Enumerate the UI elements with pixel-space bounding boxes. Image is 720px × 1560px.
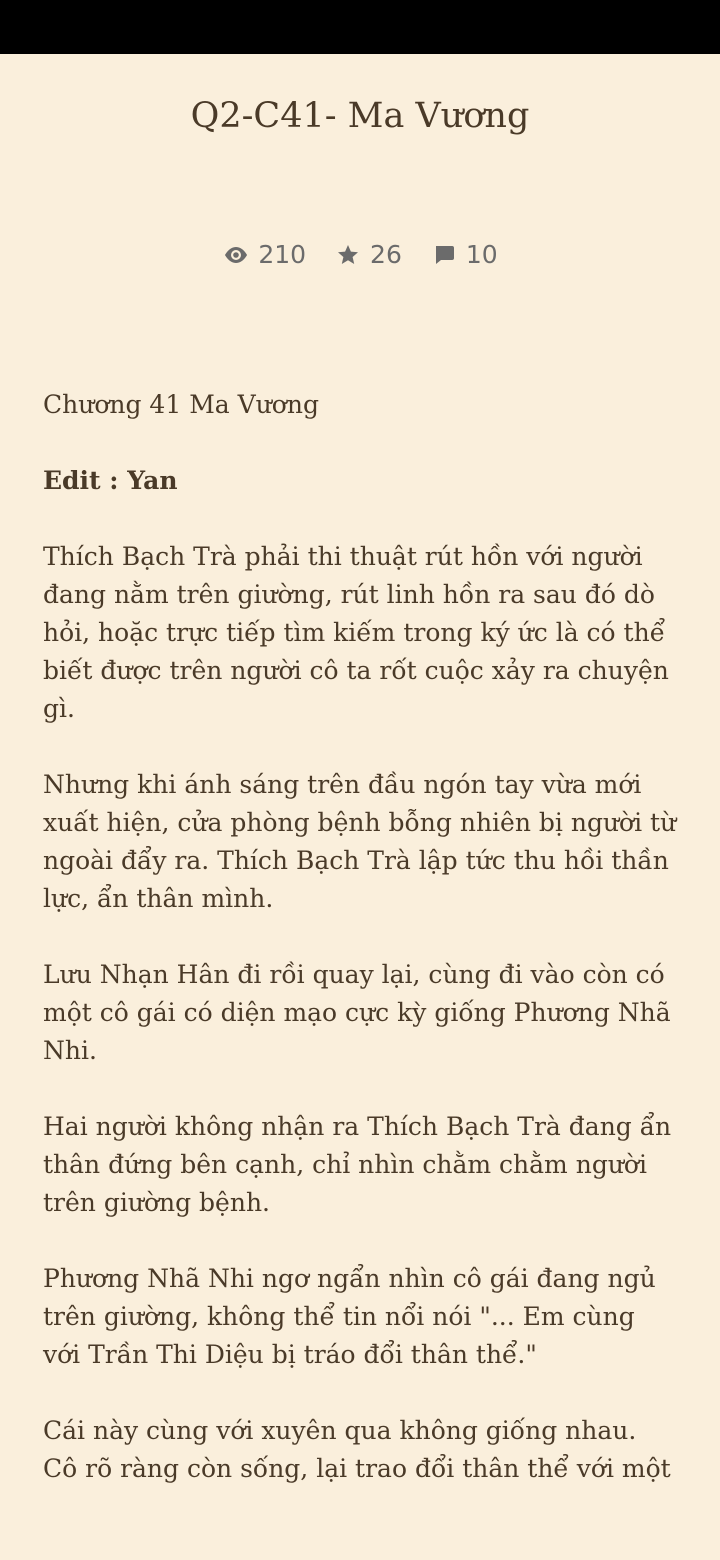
chapter-title: Q2-C41- Ma Vương xyxy=(190,96,530,136)
paragraph: Thích Bạch Trà phải thi thuật rút hồn với người đang nằm trên giường, rút linh hồn ra sau đó dò hỏi, hoặc trực tiếp tìm kiếm trong ký ức là có thể biết được trên người cô ta rốt cuộc xảy ra chuyện gì. xyxy=(43,542,669,723)
comment-icon xyxy=(430,241,458,269)
paragraph: Nhưng khi ánh sáng trên đầu ngón tay vừa mới xuất hiện, cửa phòng bệnh bỗng nhiên bị người từ ngoài đẩy ra. Thích Bạch Trà lập tức thu hồi thần lực, ẩn thân mình. xyxy=(43,770,677,913)
status-bar xyxy=(0,0,720,54)
paragraph: Lưu Nhạn Hân đi rồi quay lại, cùng đi vào còn có một cô gái có diện mạo cực kỳ giống Phương Nhã Nhi. xyxy=(43,960,671,1065)
stars-count: 26 xyxy=(370,240,402,269)
eye-icon xyxy=(222,241,250,269)
comments-count: 10 xyxy=(465,240,498,269)
chapter-content xyxy=(43,386,678,1526)
stars-stat xyxy=(334,240,402,269)
editor-credit: Edit : Yan xyxy=(43,466,178,495)
chapter-stats xyxy=(0,240,720,269)
paragraph: Cái này cùng với xuyên qua không giống nhau. Cô rõ ràng còn sống, lại trao đổi thân thể với một xyxy=(43,1416,671,1483)
views-stat xyxy=(222,240,306,269)
star-icon xyxy=(334,241,362,269)
chapter-heading: Chương 41 Ma Vương xyxy=(43,390,319,419)
views-count: 210 xyxy=(258,240,307,269)
comments-stat xyxy=(430,240,498,269)
paragraph: Hai người không nhận ra Thích Bạch Trà đang ẩn thân đứng bên cạnh, chỉ nhìn chằm chằm người trên giường bệnh. xyxy=(43,1112,672,1217)
paragraph: Phương Nhã Nhi ngơ ngẩn nhìn cô gái đang ngủ trên giường, không thể tin nổi nói "... Em cùng với Trần Thi Diệu bị tráo đổi thân thể." xyxy=(43,1264,656,1369)
